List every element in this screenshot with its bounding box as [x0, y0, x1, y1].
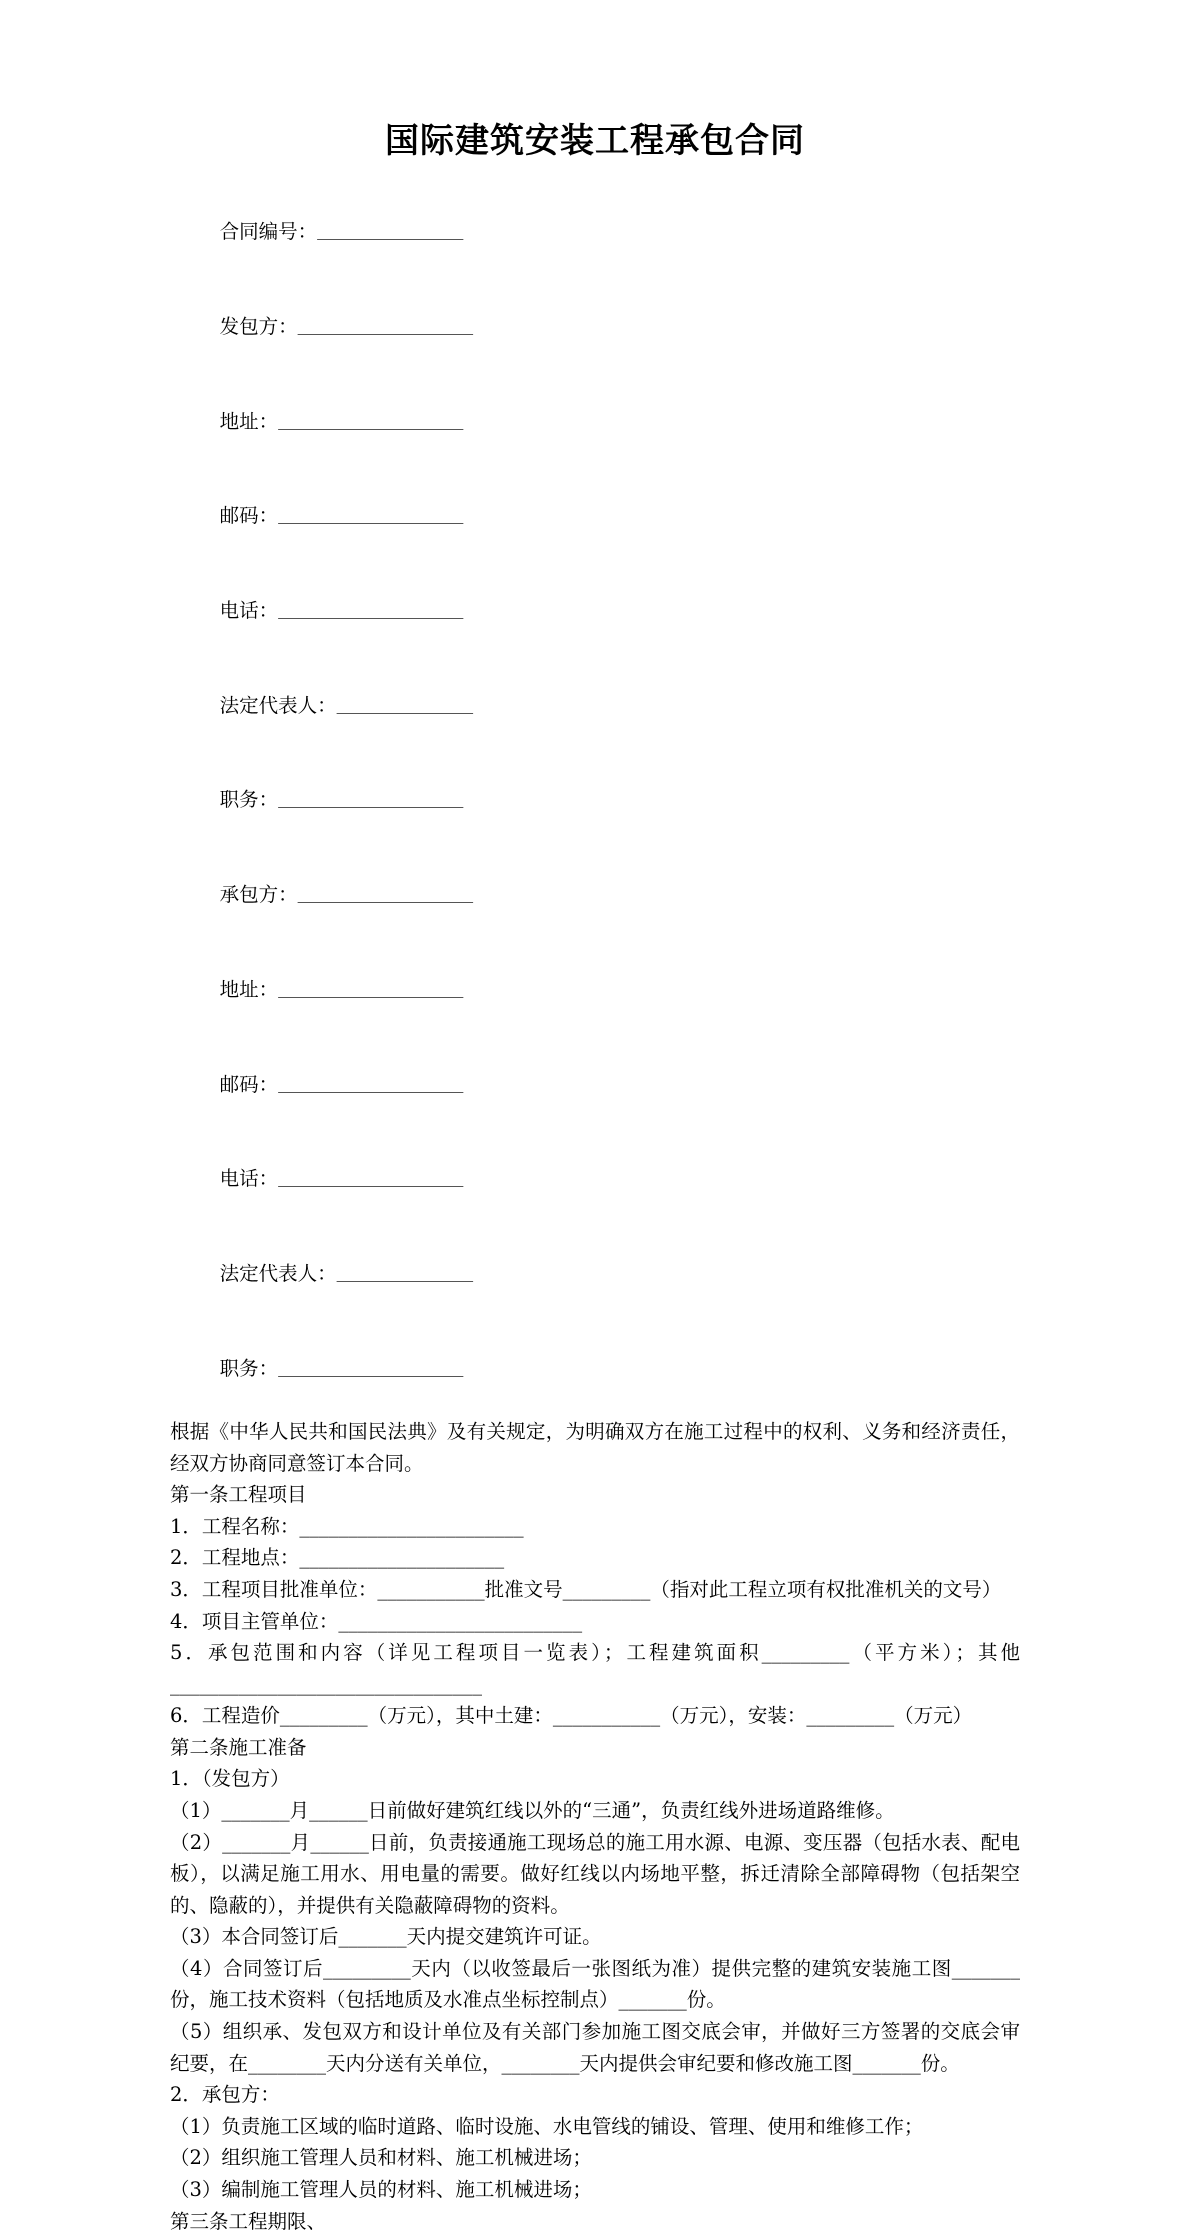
field-label: 法定代表人： [220, 1262, 337, 1285]
field-row [170, 1321, 1020, 1416]
field-blank[interactable] [298, 883, 474, 906]
clause-item: 4．项目主管单位：_________________________ [170, 1606, 1020, 1638]
section-heading: 第一条工程项目 [170, 1479, 1020, 1511]
field-label: 合同编号： [220, 220, 318, 243]
field-label: 承包方： [220, 883, 298, 906]
field-blank[interactable] [278, 599, 463, 622]
field-blank[interactable] [278, 1357, 463, 1380]
clause-item: （3）本合同签订后_______天内提交建筑许可证。 [170, 1921, 1020, 1953]
field-blank[interactable] [317, 220, 463, 243]
section-heading: 第二条施工准备 [170, 1732, 1020, 1764]
page-title: 国际建筑安装工程承包合同 [170, 120, 1020, 163]
field-row [170, 658, 1020, 753]
clause-item: （5）组织承、发包双方和设计单位及有关部门参加施工图交底会审，并做好三方签署的交底会审纪要，在________天内分送有关单位，________天内提供会审纪要和修改施工图_______份。 [170, 2016, 1020, 2079]
section-heading: 第三条工程期限、 [170, 2206, 1020, 2237]
clause-item: 2．工程地点：_____________________ [170, 1542, 1020, 1574]
field-row [170, 1037, 1020, 1132]
section-2 [170, 1732, 1020, 2206]
field-row [170, 563, 1020, 658]
clause-item: （1）_______月______日前做好建筑红线以外的“三通”，负责红线外进场道路维修。 [170, 1795, 1020, 1827]
clause-item: （2）组织施工管理人员和材料、施工机械进场； [170, 2142, 1020, 2174]
clause-item: （3）编制施工管理人员的材料、施工机械进场； [170, 2174, 1020, 2206]
clause-item: 5．承包范围和内容（详见工程项目一览表）；工程建筑面积_________（平方米）；其他________________________________ [170, 1637, 1020, 1700]
preamble-paragraph: 根据《中华人民共和国民法典》及有关规定，为明确双方在施工过程中的权利、义务和经济责任，经双方协商同意签订本合同。 [170, 1416, 1020, 1479]
field-label: 地址： [220, 978, 279, 1001]
clause-item: （1）负责施工区域的临时道路、临时设施、水电管线的铺设、管理、使用和维修工作； [170, 2111, 1020, 2143]
field-row [170, 1132, 1020, 1227]
clause-item: 3．工程项目批准单位：___________批准文号_________（指对此工程立项有权批准机关的文号） [170, 1574, 1020, 1606]
clause-item: （2）_______月______日前，负责接通施工现场总的施工用水源、电源、变压器（包括水表、配电板），以满足施工用水、用电量的需要。做好红线以内场地平整，拆迁清除全部障碍物（包括架空的、隐蔽的），并提供有关隐蔽障碍物的资料。 [170, 1827, 1020, 1922]
field-label: 发包方： [220, 315, 298, 338]
section-3 [170, 2206, 1020, 2237]
field-row [170, 185, 1020, 280]
field-row [170, 753, 1020, 848]
field-blank[interactable] [278, 1073, 463, 1096]
field-blank[interactable] [278, 788, 463, 811]
field-label: 职务： [220, 788, 279, 811]
field-label: 职务： [220, 1357, 279, 1380]
field-row [170, 1227, 1020, 1322]
contract-fields-block [170, 185, 1020, 1417]
clause-item: 1．（发包方） [170, 1763, 1020, 1795]
clause-item: 6．工程造价_________（万元），其中土建：___________（万元），安装：_________（万元） [170, 1700, 1020, 1732]
field-row [170, 279, 1020, 374]
clause-item: 2．承包方： [170, 2079, 1020, 2111]
field-label: 邮码： [220, 504, 279, 527]
field-blank[interactable] [278, 978, 463, 1001]
field-label: 电话： [220, 599, 279, 622]
field-label: 电话： [220, 1167, 279, 1190]
field-blank[interactable] [278, 1167, 463, 1190]
clause-item: 1．工程名称：_______________________ [170, 1511, 1020, 1543]
field-row [170, 848, 1020, 943]
field-blank[interactable] [337, 1262, 474, 1285]
clause-item: （4）合同签订后_________天内（以收签最后一张图纸为准）提供完整的建筑安装施工图_______份，施工技术资料（包括地质及水准点坐标控制点）_______份。 [170, 1953, 1020, 2016]
field-blank[interactable] [298, 315, 474, 338]
field-row [170, 374, 1020, 469]
field-label: 法定代表人： [220, 694, 337, 717]
document-body [170, 185, 1020, 2237]
field-blank[interactable] [278, 410, 463, 433]
field-row [170, 942, 1020, 1037]
field-label: 地址： [220, 410, 279, 433]
field-row [170, 469, 1020, 564]
field-label: 邮码： [220, 1073, 279, 1096]
field-blank[interactable] [278, 504, 463, 527]
section-1 [170, 1479, 1020, 1732]
field-blank[interactable] [337, 694, 474, 717]
